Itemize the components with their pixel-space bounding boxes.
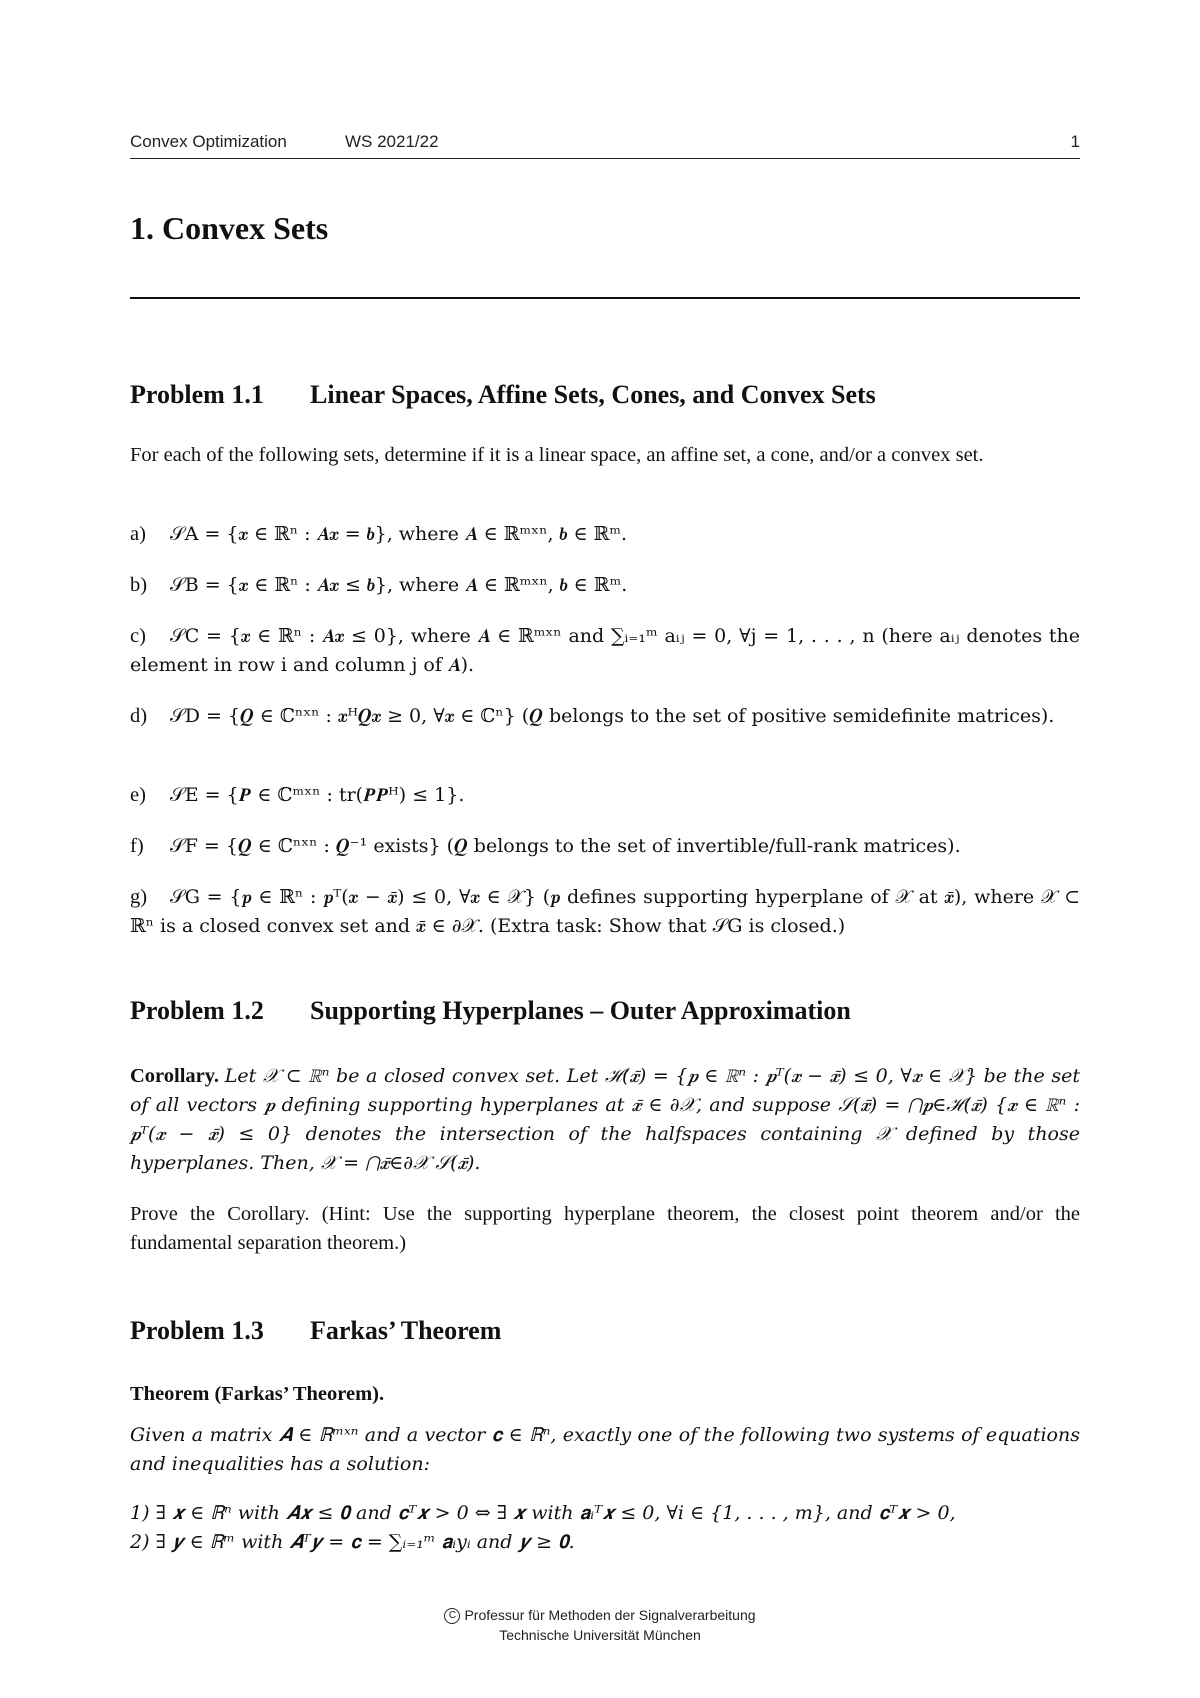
problem-1-2-task: Prove the Corollary. (Hint: Use the supporting hyperplane theorem, the closest point theorem and/or the fundamental separation theorem.) <box>130 1203 1080 1254</box>
farkas-system-2: 2) ∃ 𝒚 ∈ ℝᵐ with 𝑨ᵀ𝒚 = 𝐜 = ∑ᵢ₌₁ᵐ 𝐚ᵢyᵢ and 𝒚 ≥ 𝟎. <box>130 1531 575 1553</box>
theorem-label: Theorem (Farkas’ Theorem). <box>130 1383 385 1405</box>
list-item <box>130 520 1080 549</box>
list-item <box>130 702 1080 731</box>
problem-title: Farkas’ Theorem <box>310 1316 502 1345</box>
list-item <box>130 622 1080 680</box>
semester-label: WS 2021/22 <box>345 132 439 151</box>
item-label: f) <box>130 835 144 857</box>
page-header <box>130 128 1080 159</box>
problem-1-3-heading <box>130 1316 1080 1346</box>
item-label: e) <box>130 784 146 806</box>
theorem-text: Given a matrix 𝑨 ∈ ℝᵐˣⁿ and a vector 𝐜 ∈ ℝⁿ, exactly one of the following two systems of equations and inequalities has a solution: <box>130 1424 1080 1475</box>
chapter-divider <box>130 297 1080 299</box>
problem-1-1-heading <box>130 380 1080 410</box>
problem-1-1-intro: For each of the following sets, determine if it is a linear space, an affine set, a cone, and/or a convex set. <box>130 444 984 466</box>
item-text: 𝒮C = {𝒙 ∈ ℝⁿ : 𝑨𝒙 ≤ 0}, where 𝑨 ∈ ℝᵐˣⁿ and ∑ᵢ₌₁ᵐ aᵢⱼ = 0, ∀j = 1, . . . , n (here aᵢⱼ denotes the element in row i and column j of 𝑨). <box>130 625 1080 676</box>
list-item <box>130 781 1080 810</box>
item-text: 𝒮D = {𝑸 ∈ ℂⁿˣⁿ : 𝒙ᴴ𝑸𝒙 ≥ 0, ∀𝒙 ∈ ℂⁿ} (𝑸 belongs to the set of positive semidefinite matrices). <box>170 705 1055 727</box>
problem-number: Problem 1.1 <box>130 380 264 409</box>
problem-number: Problem 1.2 <box>130 996 264 1025</box>
problem-title: Linear Spaces, Affine Sets, Cones, and Convex Sets <box>310 380 876 409</box>
item-text: 𝒮E = {𝑷 ∈ ℂᵐˣⁿ : tr(𝑷𝑷ᴴ) ≤ 1}. <box>170 784 465 806</box>
item-label: b) <box>130 574 148 596</box>
corollary-label: Corollary. <box>130 1065 220 1087</box>
problem-1-2-heading <box>130 996 1080 1026</box>
footer-university: Technische Universität München <box>499 1627 701 1643</box>
list-item <box>130 832 1080 861</box>
list-item <box>130 883 1080 941</box>
page-footer <box>0 1605 1200 1645</box>
course-title: Convex Optimization <box>130 132 287 151</box>
corollary-block <box>130 1062 1080 1178</box>
item-text: 𝒮A = {𝒙 ∈ ℝⁿ : 𝑨𝒙 = 𝒃}, where 𝑨 ∈ ℝᵐˣⁿ, 𝒃 ∈ ℝᵐ. <box>170 523 628 545</box>
footer-institute: Professur für Methoden der Signalverarbeitung <box>464 1607 756 1623</box>
item-text: 𝒮F = {𝑸 ∈ ℂⁿˣⁿ : 𝑸⁻¹ exists} (𝑸 belongs to the set of invertible/full-rank matrices). <box>170 835 961 857</box>
footer-line-1 <box>0 1605 1200 1625</box>
page-number: 1 <box>1070 132 1080 151</box>
item-label: d) <box>130 705 148 727</box>
copyright-icon: C <box>444 1608 460 1624</box>
item-label: c) <box>130 625 146 647</box>
item-label: g) <box>130 886 148 908</box>
list-item <box>130 571 1080 600</box>
item-label: a) <box>130 523 146 545</box>
farkas-system-1: 1) ∃ 𝒙 ∈ ℝⁿ with 𝑨𝒙 ≤ 𝟎 and 𝐜ᵀ𝒙 > 0 ⇔ ∃ 𝒙 with 𝐚ᵢᵀ𝒙 ≤ 0, ∀i ∈ {1, . . . , m}, and 𝐜ᵀ𝒙 > 0, <box>130 1502 956 1524</box>
chapter-title: 1. Convex Sets <box>130 210 329 246</box>
item-text: 𝒮B = {𝒙 ∈ ℝⁿ : 𝑨𝒙 ≤ 𝒃}, where 𝑨 ∈ ℝᵐˣⁿ, 𝒃 ∈ ℝᵐ. <box>170 574 628 596</box>
problem-number: Problem 1.3 <box>130 1316 264 1345</box>
corollary-text: Let 𝒳 ⊂ ℝⁿ be a closed convex set. Let ℋ(𝒙̄) = {𝒑 ∈ ℝⁿ : 𝒑ᵀ(𝒙 − 𝒙̄) ≤ 0, ∀𝒙 ∈ 𝒳} be the set of all vectors 𝒑 defining supporting hyperplanes at 𝒙̄ ∈ ∂𝒳, and suppose 𝒮(𝒙̄) = ⋂𝒑∈ℋ(𝒙̄) {𝒙 ∈ ℝⁿ : 𝒑ᵀ(𝒙 − 𝒙̄) ≤ 0} denotes the intersection of the halfspaces containing 𝒳 defined by those hyperplanes. Then, 𝒳 = ⋂𝒙̄∈∂𝒳 𝒮(𝒙̄). <box>130 1065 1080 1174</box>
problem-title: Supporting Hyperplanes – Outer Approximation <box>310 996 851 1025</box>
item-text: 𝒮G = {𝒑 ∈ ℝⁿ : 𝒑ᵀ(𝒙 − 𝒙̄) ≤ 0, ∀𝒙 ∈ 𝒳} (𝒑 defines supporting hyperplane of 𝒳 at 𝒙̄), where 𝒳 ⊂ ℝⁿ is a closed convex set and 𝒙̄ ∈ ∂𝒳. (Extra task: Show that 𝒮G is closed.) <box>130 886 1080 937</box>
